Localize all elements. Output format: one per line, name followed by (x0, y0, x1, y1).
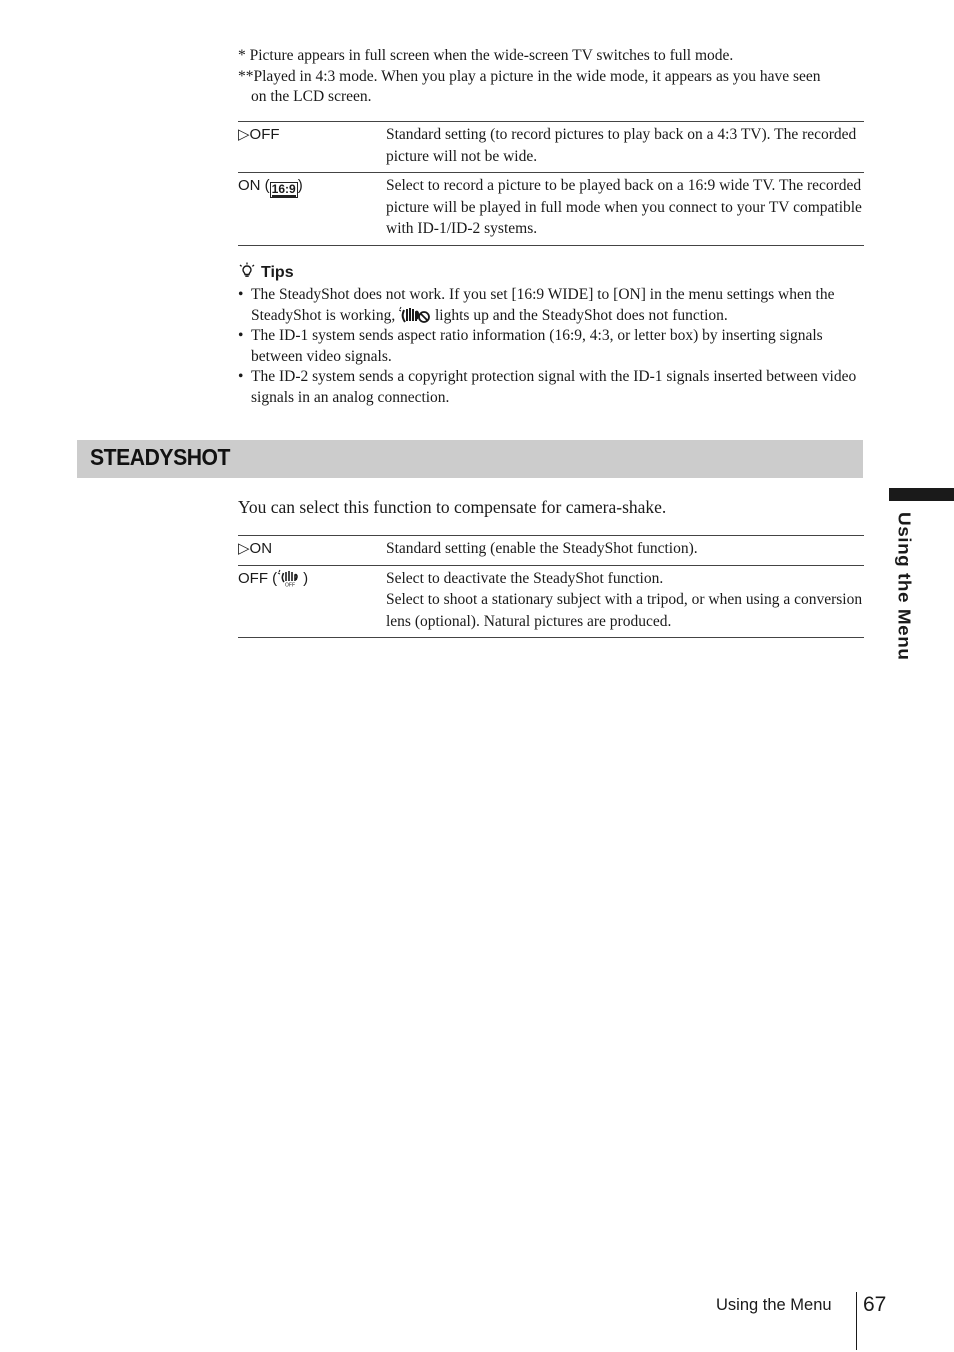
option-off: OFF ( OFF ) (238, 565, 386, 638)
option-desc: Standard setting (enable the SteadyShot function). (386, 536, 864, 566)
option-on: ▷ON (238, 536, 386, 566)
option-on-prefix: ON ( (238, 177, 270, 194)
table-row (238, 565, 864, 638)
note-2-cont: on the LCD screen. (251, 88, 372, 105)
tips-list (238, 285, 864, 408)
tip-bulb-icon (238, 262, 256, 280)
steadyshot-settings-table (238, 535, 864, 638)
tips-heading (238, 262, 294, 282)
side-tab-label: Using the Menu (894, 512, 913, 661)
list-item: • The ID-2 system sends a copyright protection signal with the ID-1 signals inserted between video signals in an analog connection. (238, 367, 864, 408)
option-desc (386, 565, 864, 638)
table-row (238, 122, 864, 173)
wide-16-9-icon: 16:9 (271, 182, 296, 196)
desc-line: Select to shoot a stationary subject with a tripod, or when using a conversion lens (optional). Natural pictures are produced. (386, 591, 863, 630)
table-row (238, 536, 864, 566)
option-off: ▷OFF (238, 122, 386, 173)
footer-divider (856, 1292, 857, 1350)
section-intro: You can select this function to compensate for camera-shake. (238, 497, 667, 517)
note-2-line: **Played in 4:3 mode. When you play a picture in the wide mode, it appears as you have seen (238, 67, 821, 85)
page-number: 67 (863, 1293, 887, 1316)
list-item: • The ID-1 system sends aspect ratio information (16:9, 4:3, or letter box) by inserting signals between video signals. (238, 326, 864, 367)
wide-settings-table (238, 121, 864, 246)
footer-section-label: Using the Menu (716, 1296, 832, 1314)
steadyshot-disabled-icon (399, 306, 431, 324)
desc-line: Select to deactivate the SteadyShot function. (386, 569, 664, 587)
section-header (77, 440, 863, 478)
note-2 (238, 67, 864, 108)
option-desc: Select to record a picture to be played back on a 16:9 wide TV. The recorded picture will be played in full mode when you connect to your TV compatible with ID-1/ID-2 systems. (386, 173, 864, 246)
steadyshot-off-icon (277, 569, 303, 587)
notes (238, 46, 864, 108)
table-row (238, 173, 864, 246)
section-title: STEADYSHOT (90, 444, 231, 470)
option-on (238, 173, 386, 246)
svg-text:OFF: OFF (285, 582, 296, 587)
option-on-suffix: ) (297, 177, 303, 194)
tips-title: Tips (261, 264, 294, 281)
side-tab-marker (889, 488, 954, 501)
option-desc: Standard setting (to record pictures to play back on a 4:3 TV). The recorded picture will not be wide. (386, 122, 864, 173)
note-1: * Picture appears in full screen when the wide-screen TV switches to full mode. (238, 47, 734, 64)
list-item: • The SteadyShot does not work. If you set [16:9 WIDE] to [ON] in the menu settings when the SteadyShot is working, lights up and the SteadyShot does not function. (238, 285, 864, 326)
